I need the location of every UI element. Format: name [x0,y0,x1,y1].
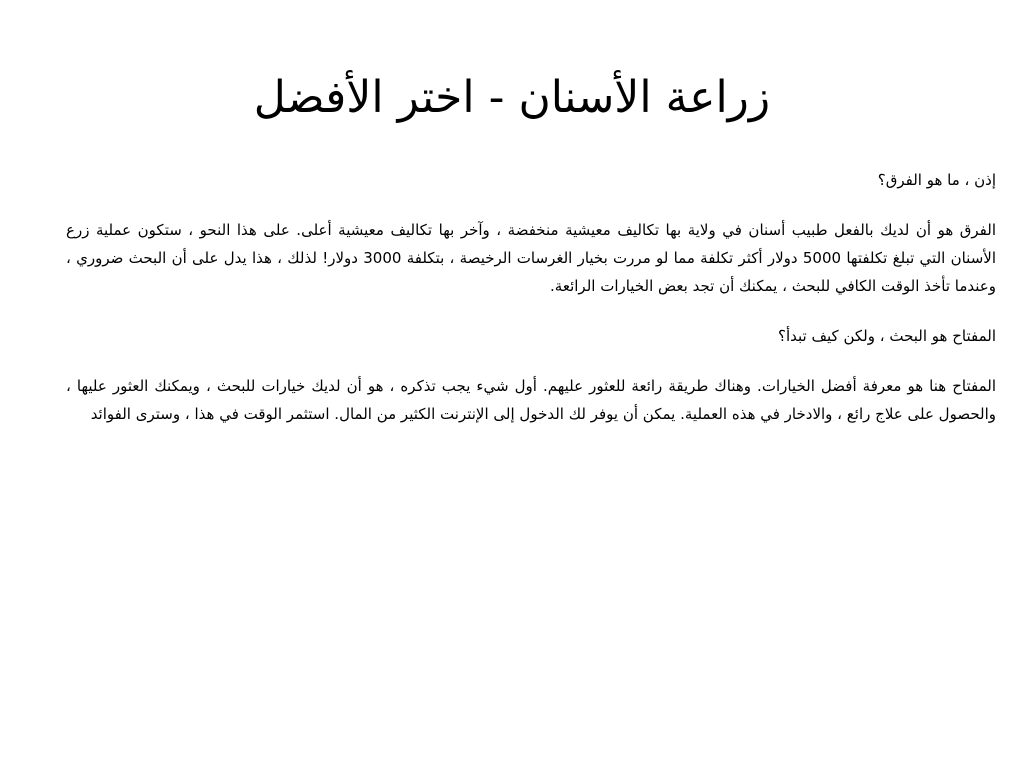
paragraph-question: إذن ، ما هو الفرق؟ [877,171,996,189]
slide-body [66,166,996,450]
paragraph-key-question: المفتاح هو البحث ، ولكن كيف تبدأ؟ [778,327,996,345]
paragraph-key-answer: المفتاح هنا هو معرفة أفضل الخيارات. وهناك طريقة رائعة للعثور عليهم. أول شيء يجب تذكره ، هو أن لديك خيارات للبحث ، ويمكنك العثور عليها ، والحصول على علاج رائع ، والادخار في هذه العملية. يمكن أن يوفر لك الدخول إلى الإنترنت الكثير من المال. استثمر الوقت في هذا ، وسترى الفوائد [66,377,996,423]
slide-title: زراعة الأسنان - اختر الأفضل [253,72,771,123]
paragraph-difference: الفرق هو أن لديك بالفعل طبيب أسنان في ولاية بها تكاليف معيشية منخفضة ، وآخر بها تكاليف معيشية أعلى. على هذا النحو ، ستكون عملية زرع الأسنان التي تبلغ تكلفتها 5000 دولار أكثر تكلفة مما لو مررت بخيار الغرسات الرخيصة ، بتكلفة 3000 دولار! لذلك ، هذا يدل على أن البحث ضروري ، وعندما تأخذ الوقت الكافي للبحث ، يمكنك أن تجد بعض الخيارات الرائعة. [66,221,997,295]
